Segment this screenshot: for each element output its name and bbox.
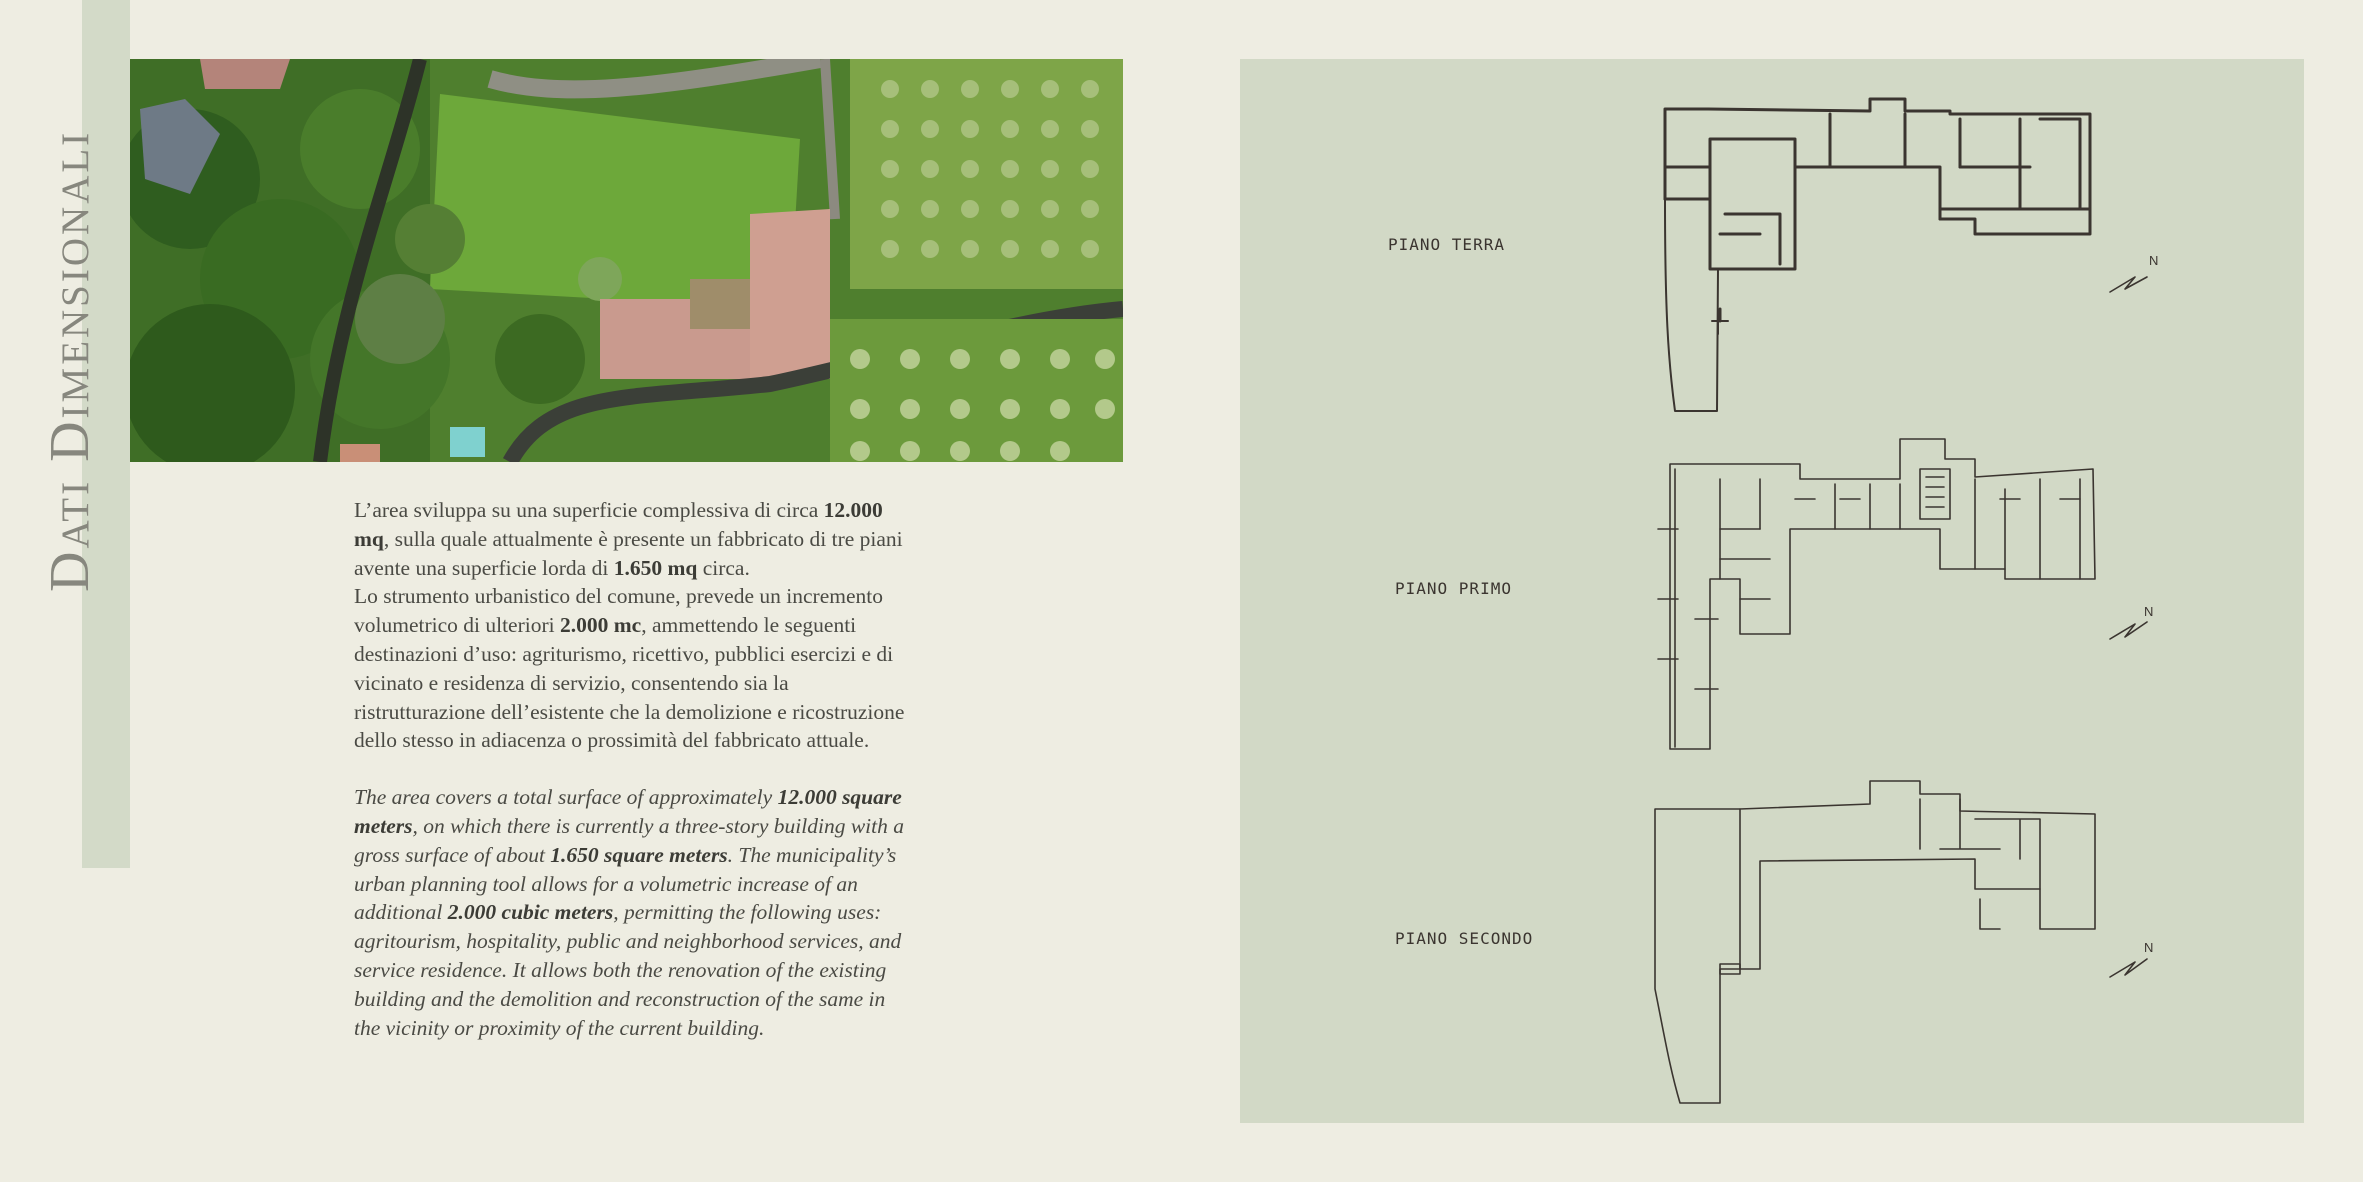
north-arrow-second: N: [2144, 940, 2154, 955]
plan-label-ground: PIANO TERRA: [1388, 235, 1505, 254]
plan-label-first: PIANO PRIMO: [1395, 579, 1512, 598]
plan-second-floor: [1655, 781, 2147, 1103]
floor-plans-panel: [1240, 59, 2304, 1123]
plan-first-floor: [1658, 439, 2147, 749]
north-arrow-ground: N: [2149, 253, 2159, 268]
plan-label-second: PIANO SECONDO: [1395, 929, 1534, 948]
description-text: [354, 496, 914, 1042]
page-title: Dati Dimensionali: [39, 129, 101, 592]
english-paragraph: The area covers a total surface of approximately 12.000 square meters, on which there is currently a three-story building with a gross surface of about 1.650 square meters. The municipality’s urban planning tool allows for a volumetric increase of an additional 2.000 cubic meters, permitting the following uses: agritourism, hospitality, public and neighborhood services, and service residence. It allows both the renovation of the existing building and the demolition and reconstruction of the same in the vicinity or proximity of the current building.: [354, 785, 904, 1040]
north-arrow-first: N: [2144, 604, 2154, 619]
italian-paragraph: L’area sviluppa su una superficie complessiva di circa 12.000 mq, sulla quale attualmente è presente un fabbricato di tre piani avente una superficie lorda di 1.650 mq circa. Lo strumento urbanistico del comune, prevede un incremento volumetrico di ulteriori 2.000 mc, ammettendo le seguenti destinazioni d’uso: agriturismo, ricettivo, pubblici esercizi e di vicinato e residenza di servizio, consentendo sia la ristrutturazione dell’esistente che la demolizione e ricostruzione dello stesso in adiacenza o prossimità del fabbricato attuale.: [354, 498, 905, 753]
plan-ground-floor: [1665, 99, 2090, 269]
aerial-photo: [130, 59, 1123, 462]
